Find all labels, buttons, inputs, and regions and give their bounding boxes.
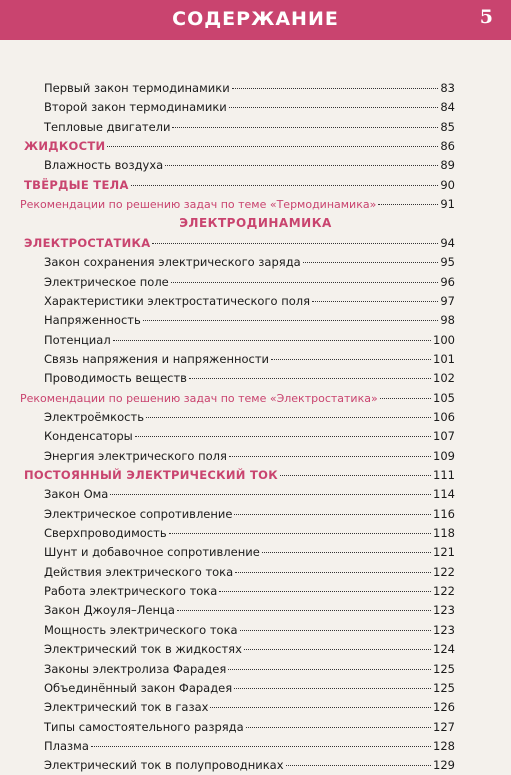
toc-entry-page: 128 xyxy=(433,739,455,753)
toc-entry[interactable] xyxy=(0,446,511,466)
toc-entry[interactable] xyxy=(0,291,511,311)
dot-leader xyxy=(303,262,439,263)
dot-leader xyxy=(229,456,431,457)
toc-entry-page: 125 xyxy=(433,662,455,676)
toc-entry-page: 122 xyxy=(433,565,455,579)
toc-entry[interactable] xyxy=(0,620,511,640)
dot-leader xyxy=(234,514,431,515)
dot-leader xyxy=(240,630,431,631)
toc-entry-page: 83 xyxy=(440,81,455,95)
toc-entry-page: 126 xyxy=(433,700,455,714)
toc-entry[interactable] xyxy=(0,504,511,524)
toc-entry-page: 101 xyxy=(433,352,455,366)
toc-entry-label: Работа электрического тока xyxy=(44,584,218,598)
toc-entry-label: Влажность воздуха xyxy=(44,158,164,172)
toc-entry-page: 100 xyxy=(433,333,455,347)
dot-leader xyxy=(286,765,432,766)
toc-entry-label: Объединённый закон Фарадея xyxy=(44,681,233,695)
toc-section-entry[interactable] xyxy=(0,465,511,485)
toc-entry-page: 121 xyxy=(433,545,455,559)
dot-leader xyxy=(143,320,439,321)
toc-entry-label: Закон Джоуля–Ленца xyxy=(44,603,175,617)
toc-entry-page: 114 xyxy=(433,487,455,501)
dot-leader xyxy=(107,146,438,147)
toc-entry-label: Первый закон термодинамики xyxy=(44,81,230,95)
toc-entry-page: 85 xyxy=(440,120,455,134)
toc-entry[interactable] xyxy=(0,600,511,620)
toc-entry-page: 96 xyxy=(440,275,455,289)
dot-leader xyxy=(234,688,431,689)
toc-entry-page: 84 xyxy=(440,100,455,114)
toc-entry[interactable] xyxy=(0,155,511,175)
toc-entry-page: 98 xyxy=(440,313,455,327)
toc-entry-page: 97 xyxy=(440,294,455,308)
toc-entry-page: 107 xyxy=(433,429,455,443)
toc-entry-label: Рекомендации по решению задач по теме «Электростатика» xyxy=(20,392,378,405)
toc-entry-label: Типы самостоятельного разряда xyxy=(44,720,244,734)
dot-leader xyxy=(172,127,438,128)
toc-entry-label: ЭЛЕКТРОСТАТИКА xyxy=(24,236,151,250)
toc-entry-label: Электрическое сопротивление xyxy=(44,507,233,521)
toc-entry[interactable] xyxy=(0,426,511,446)
toc-entry-label: Сверхпроводимость xyxy=(44,526,167,540)
toc-entry-page: 91 xyxy=(440,197,455,211)
dot-leader xyxy=(232,88,439,89)
toc-entry-label: Электроёмкость xyxy=(44,410,144,424)
toc-entry[interactable] xyxy=(0,310,511,330)
toc-entry-label: Электрический ток в жидкостях xyxy=(44,642,242,656)
dot-leader xyxy=(169,533,431,534)
toc-entry-label: Закон Ома xyxy=(44,487,109,501)
toc-entry-label: ТВЁРДЫЕ ТЕЛА xyxy=(24,178,129,192)
dot-leader xyxy=(312,301,438,302)
toc-entry-page: 123 xyxy=(433,623,455,637)
toc-entry[interactable] xyxy=(0,542,511,562)
dot-leader xyxy=(219,591,431,592)
toc-entry-label: Второй закон термодинамики xyxy=(44,100,227,114)
toc-recommendation-entry[interactable] xyxy=(0,388,511,408)
toc-entry-page: 125 xyxy=(433,681,455,695)
toc-entry-page: 124 xyxy=(433,642,455,656)
dot-leader xyxy=(378,204,438,205)
toc-entry-page: 102 xyxy=(433,371,455,385)
toc-entry[interactable] xyxy=(0,717,511,737)
toc-entry-label: Законы электролиза Фарадея xyxy=(44,662,227,676)
toc-entry-label: Электрическое поле xyxy=(44,275,169,289)
toc-entry[interactable] xyxy=(0,659,511,679)
toc-entry-label: Связь напряжения и напряженности xyxy=(44,352,270,366)
dot-leader xyxy=(189,378,431,379)
toc-entry-page: 89 xyxy=(440,158,455,172)
toc-entry-page: 90 xyxy=(440,178,455,192)
toc-entry-page: 118 xyxy=(433,526,455,540)
toc-entry-label: Электрический ток в полупроводниках xyxy=(44,758,284,772)
toc-entry-label: Шунт и добавочное сопротивление xyxy=(44,545,260,559)
dot-leader xyxy=(262,552,431,553)
toc-entry-page: 95 xyxy=(440,255,455,269)
toc-entry-page: 122 xyxy=(433,584,455,598)
toc-entry-label: Действия электрического тока xyxy=(44,565,234,579)
toc-entry-page: 123 xyxy=(433,603,455,617)
toc-entry-label: ПОСТОЯННЫЙ ЭЛЕКТРИЧЕСКИЙ ТОК xyxy=(24,468,278,482)
toc-entry-label: Плазма xyxy=(44,739,89,753)
dot-leader xyxy=(380,398,431,399)
toc-entry[interactable] xyxy=(0,697,511,717)
dot-leader xyxy=(246,727,431,728)
toc-entry[interactable] xyxy=(0,755,511,775)
toc-entry-label: Конденсаторы xyxy=(44,429,133,443)
dot-leader xyxy=(131,185,439,186)
toc-entry[interactable] xyxy=(0,736,511,756)
toc-entry-page: 86 xyxy=(440,139,455,153)
toc-section-entry[interactable] xyxy=(0,175,511,195)
dot-leader xyxy=(171,282,439,283)
toc-entry-label: Рекомендации по решению задач по теме «Термодинамика» xyxy=(20,198,377,211)
toc-entry-label: Потенциал xyxy=(44,333,111,347)
toc-entry[interactable] xyxy=(0,330,511,350)
toc-entry-page: 127 xyxy=(433,720,455,734)
dot-leader xyxy=(228,669,431,670)
toc-entry[interactable] xyxy=(0,484,511,504)
toc-entry[interactable] xyxy=(0,97,511,117)
dot-leader xyxy=(229,107,439,108)
toc-entry-label: Закон сохранения электрического заряда xyxy=(44,255,301,269)
toc-entry-label: Характеристики электростатического поля xyxy=(44,294,311,308)
dot-leader xyxy=(210,707,431,708)
toc-entry-label: Энергия электрического поля xyxy=(44,449,227,463)
dot-leader xyxy=(177,610,431,611)
dot-leader xyxy=(91,746,431,747)
toc-entry-page: 116 xyxy=(433,507,455,521)
page-title: СОДЕРЖАНИЕ xyxy=(172,8,339,30)
toc-entry[interactable] xyxy=(0,349,511,369)
toc-entry[interactable] xyxy=(0,678,511,698)
dot-leader xyxy=(271,359,431,360)
toc-entry[interactable] xyxy=(0,407,511,427)
toc-entry[interactable] xyxy=(0,523,511,543)
dot-leader xyxy=(135,436,431,437)
page-number: 5 xyxy=(479,6,493,28)
toc-entry[interactable] xyxy=(0,117,511,137)
toc-entry-label: Напряженность xyxy=(44,313,141,327)
toc-entry-label: Тепловые двигатели xyxy=(44,120,171,134)
toc-entry-label: Электрический ток в газах xyxy=(44,700,209,714)
dot-leader xyxy=(280,475,431,476)
toc-section-entry[interactable] xyxy=(0,233,511,253)
toc-entry-page: 109 xyxy=(433,449,455,463)
toc-entry-page: 105 xyxy=(433,391,455,405)
toc-part-heading: ЭЛЕКТРОДИНАМИКА xyxy=(179,216,332,230)
dot-leader xyxy=(244,649,431,650)
dot-leader xyxy=(235,572,431,573)
toc-entry[interactable] xyxy=(0,581,511,601)
dot-leader xyxy=(152,243,438,244)
page-header xyxy=(0,0,511,40)
toc-entry[interactable] xyxy=(0,639,511,659)
toc-entry-page: 106 xyxy=(433,410,455,424)
dot-leader xyxy=(113,340,431,341)
toc-entry-page: 94 xyxy=(440,236,455,250)
toc-entry-label: Проводимость веществ xyxy=(44,371,187,385)
dot-leader xyxy=(110,494,431,495)
toc-entry[interactable] xyxy=(0,272,511,292)
toc-entry[interactable] xyxy=(0,368,511,388)
toc-entry-label: ЖИДКОСТИ xyxy=(24,139,106,153)
dot-leader xyxy=(146,417,431,418)
toc-entry[interactable] xyxy=(0,562,511,582)
toc-entry[interactable] xyxy=(0,252,511,272)
toc-recommendation-entry[interactable] xyxy=(0,194,511,214)
toc-entry-page: 129 xyxy=(433,758,455,772)
toc-entry[interactable] xyxy=(0,78,511,98)
toc-section-entry[interactable] xyxy=(0,136,511,156)
toc-entry-page: 111 xyxy=(433,468,455,482)
dot-leader xyxy=(165,165,438,166)
toc-entry-label: Мощность электрического тока xyxy=(44,623,238,637)
